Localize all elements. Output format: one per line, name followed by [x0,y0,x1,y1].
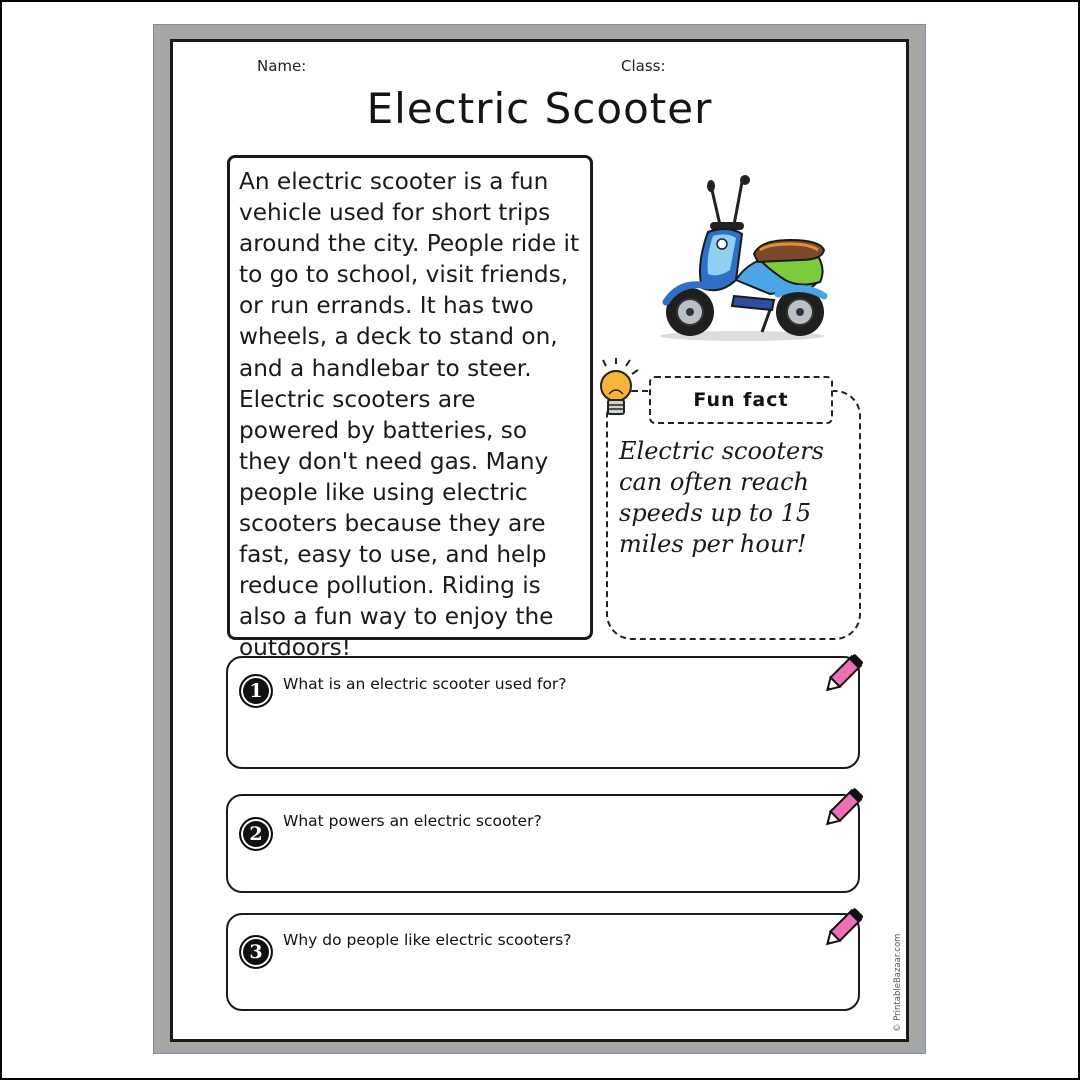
question-number-3: 3 [239,935,273,969]
scooter-illustration [650,170,835,345]
fun-fact-text: Electric scooters can often reach speeds up to 15 miles per hour! [619,437,824,558]
page-title: Electric Scooter [366,84,713,133]
fun-fact-heading: Fun fact [649,376,833,424]
pencil-icon [818,902,870,954]
pencil-icon [818,782,870,834]
question-box-3[interactable] [226,913,860,1011]
question-box-2[interactable] [226,794,860,893]
class-label: Class: [621,57,666,75]
question-text-2: What powers an electric scooter? [283,812,542,830]
question-number-1: 1 [239,674,273,708]
question-text-1: What is an electric scooter used for? [283,675,567,693]
pencil-icon [818,648,870,700]
question-box-1[interactable] [226,656,860,769]
question-number-2: 2 [239,817,273,851]
name-label: Name: [257,57,307,75]
watermark: © PrintableBazaar.com [893,933,903,1032]
question-text-3: Why do people like electric scooters? [283,931,572,949]
reading-passage: An electric scooter is a fun vehicle used for short trips around the city. People ride it to go to school, visit friends, or run errands. It has two wheels, a deck to stand on, and a handlebar to steer. Electric scooters are powered by batteries, so they don't need gas. Many people like using electric scooters because they are fast, easy to use, and help reduce pollution. Riding is also a fun way to enjoy the outdoors! [227,155,593,640]
lightbulb-icon [592,358,640,420]
